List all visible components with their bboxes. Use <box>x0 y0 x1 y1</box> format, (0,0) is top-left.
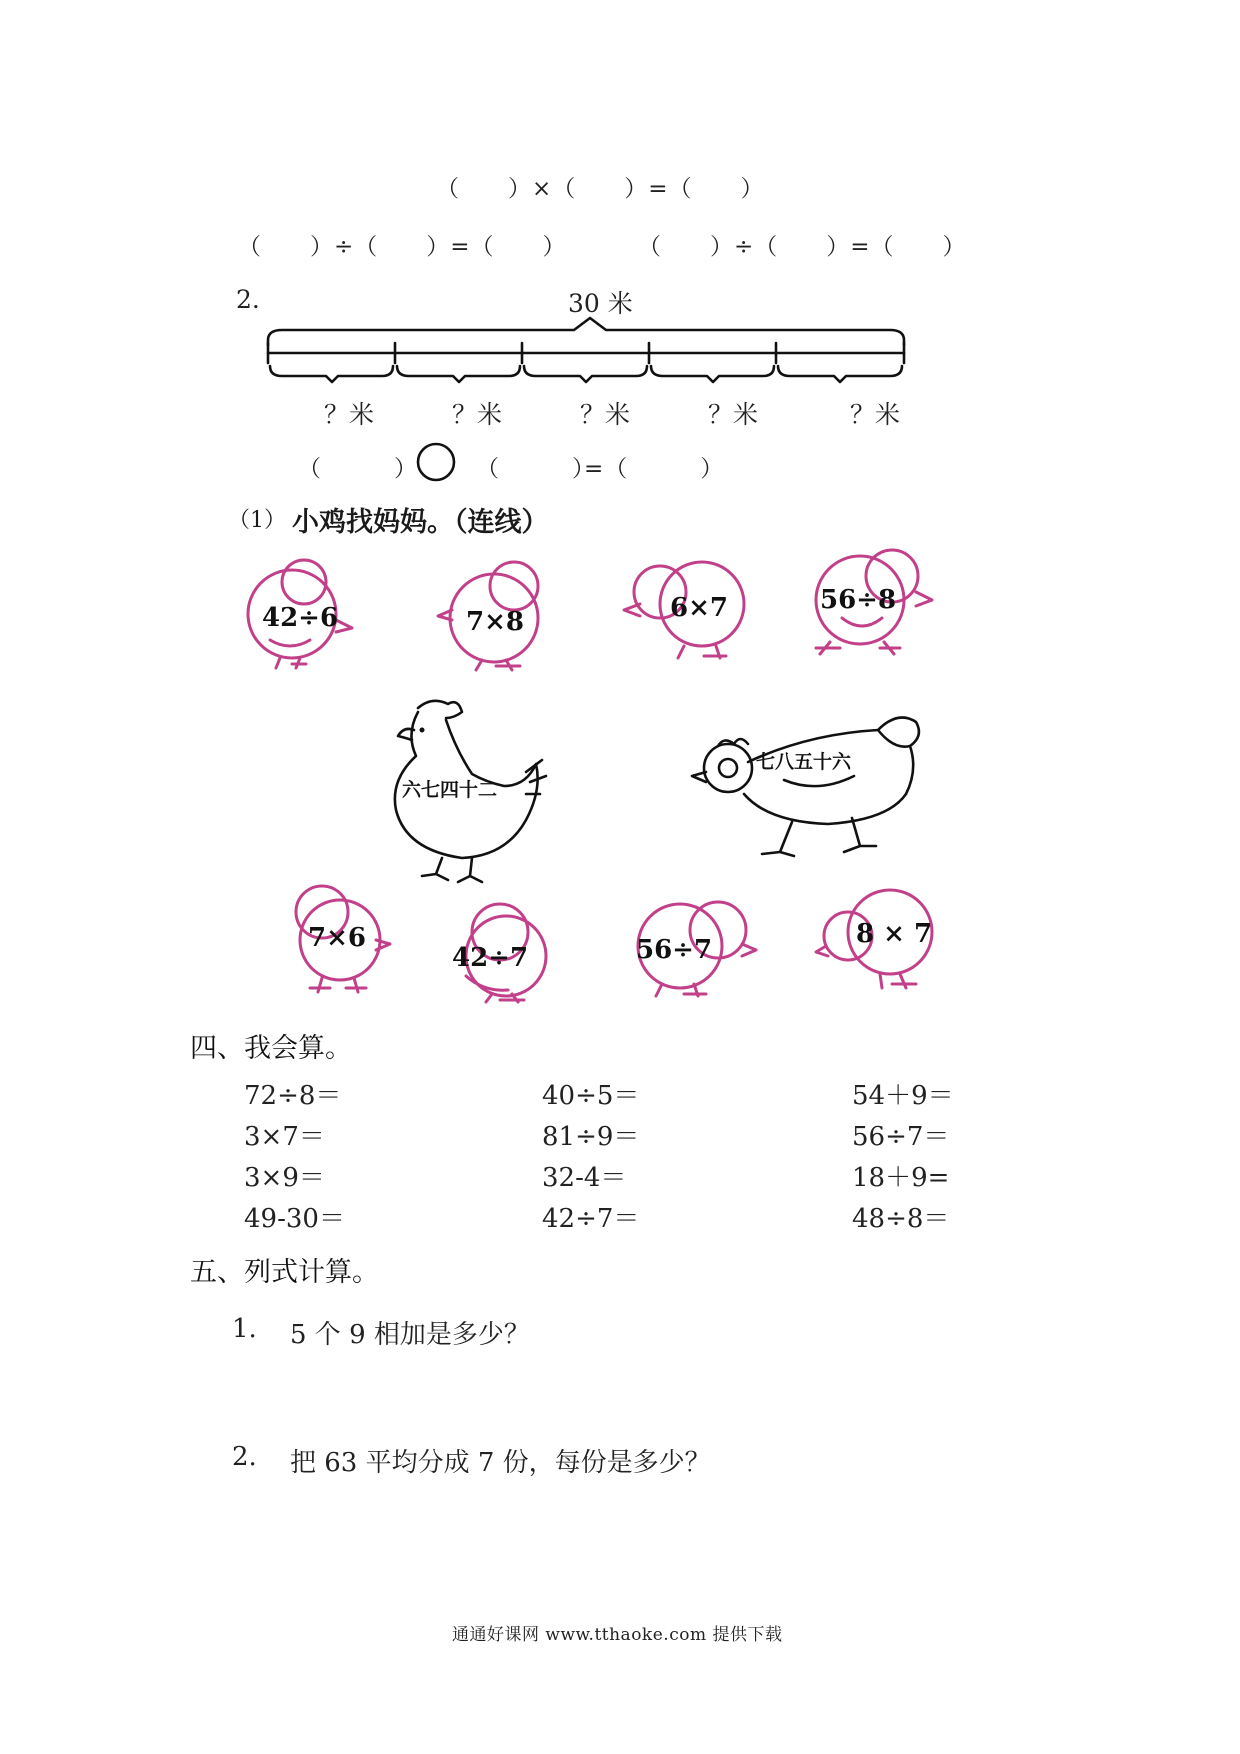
segment-brace-2 <box>397 366 520 382</box>
question-1-number: 1. <box>232 1314 257 1344</box>
chick-bottom-1 <box>282 884 402 999</box>
calc-item-2: 40÷5＝ <box>542 1081 640 1111</box>
equation-row-1: （ ）×（ ）=（ ） <box>436 176 765 202</box>
operator-circle <box>418 444 454 480</box>
chick-top-4 <box>800 548 950 663</box>
question-1-text: 5 个 9 相加是多少？ <box>290 1320 530 1350</box>
part-1-number: （1） <box>228 508 286 533</box>
hen-right <box>688 690 948 870</box>
chick-top-2-label: 7×8 <box>466 607 524 637</box>
chick-top-4-label: 56÷8 <box>820 585 897 615</box>
problem-2-number: 2. <box>236 285 260 314</box>
calc-item-3: 54＋9＝ <box>852 1081 954 1111</box>
chick-bottom-1-label: 7×6 <box>308 923 366 953</box>
question-2-text: 把 63 平均分成 7 份，每份是多少？ <box>290 1448 711 1478</box>
part-1-title: 小鸡找妈妈。（连线） <box>292 507 549 538</box>
equation-row-2-left: （ ）÷（ ）=（ ） <box>238 234 567 260</box>
section-4-title: 四、我会算。 <box>190 1033 352 1064</box>
chick-top-1 <box>240 560 380 670</box>
section-5-title: 五、列式计算。 <box>190 1257 379 1288</box>
segment-label-1: ？米 <box>324 400 375 429</box>
chick-bottom-2 <box>438 902 578 1002</box>
chick-top-1-label: 42÷6 <box>262 603 339 633</box>
calc-item-1: 72÷8＝ <box>244 1081 342 1111</box>
segment-brace-5 <box>778 366 902 382</box>
calc-item-9: 18＋9= <box>852 1163 950 1193</box>
calc-item-10: 49-30＝ <box>244 1204 345 1234</box>
chick-bottom-4-label: 8 × 7 <box>856 919 933 949</box>
answer-blank-left: （ ） <box>298 456 418 482</box>
segment-diagram <box>0 0 1240 520</box>
segment-brace-1 <box>270 366 393 382</box>
chick-bottom-3 <box>624 898 764 1003</box>
segment-label-3: ？米 <box>580 400 631 429</box>
segment-label-5: ？米 <box>850 400 901 429</box>
question-2-number: 2. <box>232 1442 257 1472</box>
chick-top-3-label: 6×7 <box>670 593 728 623</box>
segment-brace-3 <box>524 366 647 382</box>
answer-blank-mid: （ ） <box>476 456 596 482</box>
hen-right-label: 七八五十六 <box>756 751 852 773</box>
total-brace <box>268 318 904 345</box>
equation-row-2-right: （ ）÷（ ）=（ ） <box>638 234 967 260</box>
chick-top-2 <box>436 560 576 670</box>
segment-label-4: ？米 <box>708 400 759 429</box>
calc-item-8: 32-4＝ <box>542 1163 627 1193</box>
calc-item-12: 48÷8＝ <box>852 1204 950 1234</box>
hen-left-label: 六七四十二 <box>402 779 498 801</box>
calc-item-4: 3×7＝ <box>244 1122 325 1152</box>
calc-item-6: 56÷7＝ <box>852 1122 950 1152</box>
chick-bottom-3-label: 56÷7 <box>636 935 713 965</box>
answer-blank-right: =（ ） <box>584 456 725 482</box>
calc-item-11: 42÷7＝ <box>542 1204 640 1234</box>
segment-label-2: ？米 <box>452 400 503 429</box>
segment-brace-4 <box>651 366 774 382</box>
chick-bottom-4 <box>810 884 950 994</box>
chick-top-3 <box>620 560 760 670</box>
total-length-label: 30 米 <box>568 289 633 318</box>
calc-item-7: 3×9＝ <box>244 1163 325 1193</box>
calc-item-5: 81÷9＝ <box>542 1122 640 1152</box>
hen-left <box>376 690 556 890</box>
chick-bottom-2-label: 42÷7 <box>452 943 529 973</box>
footer-credit: 通通好课网 www.tthaoke.com 提供下载 <box>452 1625 783 1645</box>
